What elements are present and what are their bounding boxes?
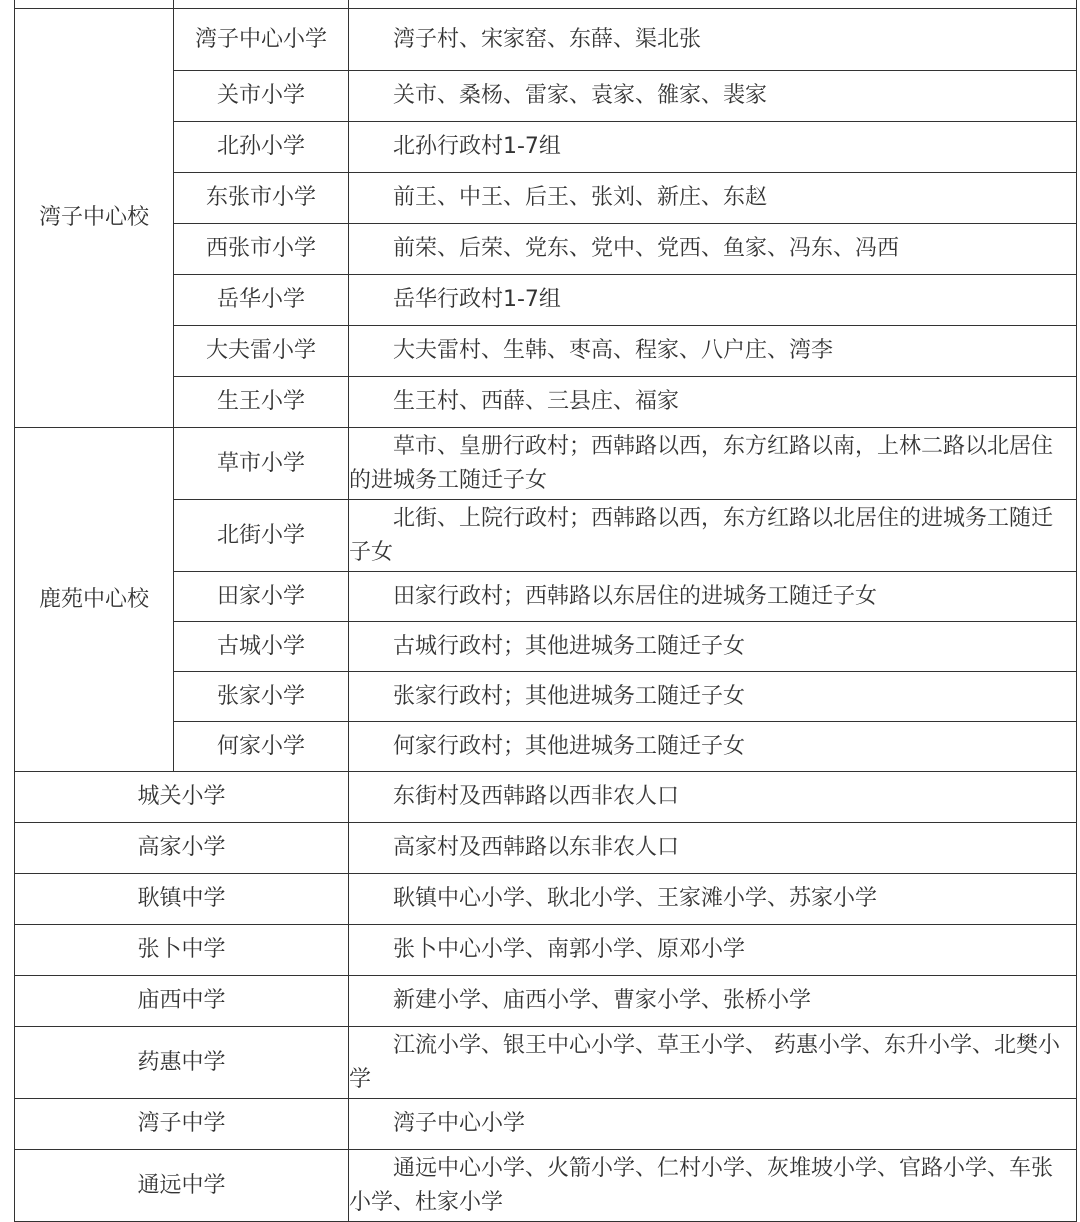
school-name: 大夫雷小学 — [174, 326, 349, 377]
table-row — [15, 772, 1077, 823]
district-area: 古城行政村；其他进城务工随迁子女 — [349, 622, 1077, 672]
table-row — [15, 1099, 1077, 1150]
district-area: 生王村、西薛、三县庄、福家 — [349, 377, 1077, 428]
school-name: 湾子中学 — [15, 1099, 349, 1150]
district-area: 草市、皇册行政村；西韩路以西，东方红路以南，上林二路以北居住的进城务工随迁子女 — [349, 428, 1077, 500]
table-row — [15, 722, 1077, 772]
table-row — [15, 0, 1077, 9]
table-row — [15, 122, 1077, 173]
table-row — [15, 9, 1077, 71]
district-area: 新建小学、庙西小学、曹家小学、张桥小学 — [349, 976, 1077, 1027]
school-name: 庙西中学 — [15, 976, 349, 1027]
district-area: 湾子中心小学 — [349, 1099, 1077, 1150]
table-cell — [174, 0, 349, 9]
table-row — [15, 377, 1077, 428]
school-name: 药惠中学 — [15, 1027, 349, 1099]
table-row — [15, 572, 1077, 622]
table-row — [15, 976, 1077, 1027]
school-name: 通远中学 — [15, 1150, 349, 1222]
district-area: 耿镇中心小学、耿北小学、王家滩小学、苏家小学 — [349, 874, 1077, 925]
district-area: 前荣、后荣、党东、党中、党西、鱼家、冯东、冯西 — [349, 224, 1077, 275]
school-name: 岳华小学 — [174, 275, 349, 326]
table-row — [15, 428, 1077, 500]
table-row — [15, 874, 1077, 925]
district-area: 大夫雷村、生韩、枣高、程家、八户庄、湾李 — [349, 326, 1077, 377]
school-name: 西张市小学 — [174, 224, 349, 275]
school-name: 耿镇中学 — [15, 874, 349, 925]
district-area: 张家行政村；其他进城务工随迁子女 — [349, 672, 1077, 722]
table-row — [15, 173, 1077, 224]
school-name: 北街小学 — [174, 500, 349, 572]
table-row — [15, 275, 1077, 326]
table-row — [15, 1150, 1077, 1222]
school-name: 草市小学 — [174, 428, 349, 500]
district-area: 何家行政村；其他进城务工随迁子女 — [349, 722, 1077, 772]
table-row — [15, 71, 1077, 122]
table-row — [15, 326, 1077, 377]
school-name: 东张市小学 — [174, 173, 349, 224]
school-name: 北孙小学 — [174, 122, 349, 173]
table-row — [15, 925, 1077, 976]
table-row — [15, 622, 1077, 672]
district-area: 关市、桑杨、雷家、袁家、雒家、裴家 — [349, 71, 1077, 122]
school-name: 何家小学 — [174, 722, 349, 772]
school-name: 生王小学 — [174, 377, 349, 428]
table-row — [15, 500, 1077, 572]
district-area: 田家行政村；西韩路以东居住的进城务工随迁子女 — [349, 572, 1077, 622]
school-name: 城关小学 — [15, 772, 349, 823]
school-name: 高家小学 — [15, 823, 349, 874]
table-row — [15, 224, 1077, 275]
district-area: 北孙行政村1-7组 — [349, 122, 1077, 173]
district-area: 湾子村、宋家窑、东薛、渠北张 — [349, 9, 1077, 71]
school-district-table — [14, 0, 1077, 1222]
district-area: 东街村及西韩路以西非农人口 — [349, 772, 1077, 823]
district-area: 北街、上院行政村；西韩路以西，东方红路以北居住的进城务工随迁子女 — [349, 500, 1077, 572]
school-name: 湾子中心小学 — [174, 9, 349, 71]
table-row — [15, 1027, 1077, 1099]
school-name: 关市小学 — [174, 71, 349, 122]
group-name-luyuan: 鹿苑中心校 — [15, 428, 174, 772]
school-name: 张卜中学 — [15, 925, 349, 976]
district-area: 通远中心小学、火箭小学、仁村小学、灰堆坡小学、官路小学、车张小学、杜家小学 — [349, 1150, 1077, 1222]
school-name: 古城小学 — [174, 622, 349, 672]
district-area: 江流小学、银王中心小学、草王小学、 药惠小学、东升小学、北樊小学 — [349, 1027, 1077, 1099]
district-area: 张卜中心小学、南郭小学、原邓小学 — [349, 925, 1077, 976]
table-row — [15, 823, 1077, 874]
district-area: 高家村及西韩路以东非农人口 — [349, 823, 1077, 874]
school-name: 田家小学 — [174, 572, 349, 622]
district-area: 岳华行政村1-7组 — [349, 275, 1077, 326]
school-name: 张家小学 — [174, 672, 349, 722]
table-cell — [15, 0, 174, 9]
table-row — [15, 672, 1077, 722]
district-area: 前王、中王、后王、张刘、新庄、东赵 — [349, 173, 1077, 224]
group-name-wanzi: 湾子中心校 — [15, 9, 174, 428]
table-cell — [349, 0, 1077, 9]
